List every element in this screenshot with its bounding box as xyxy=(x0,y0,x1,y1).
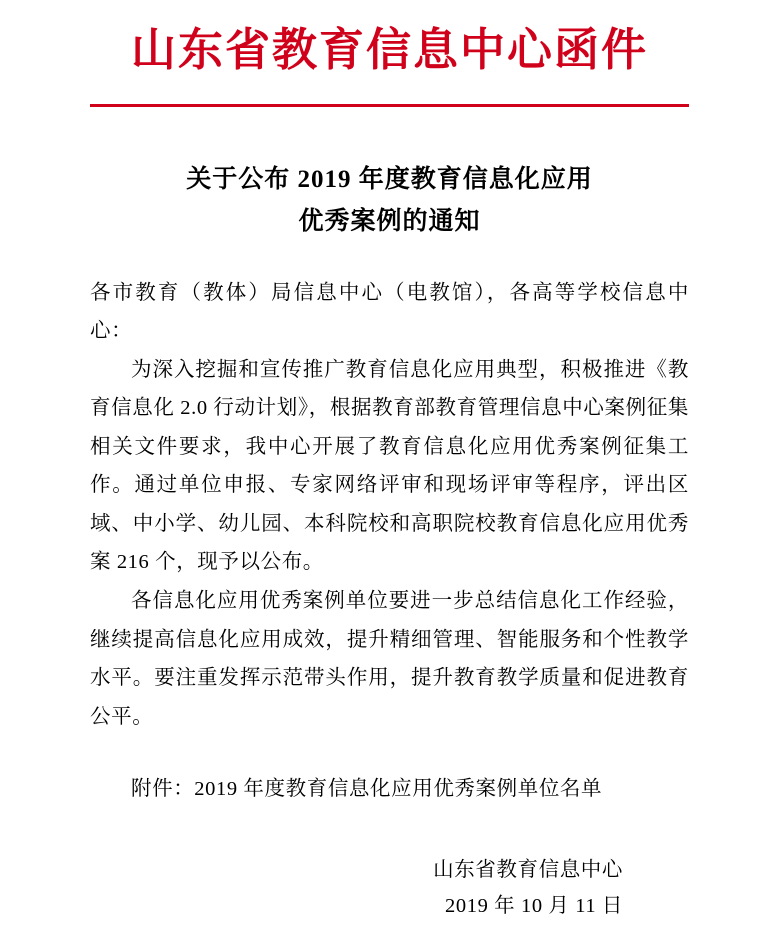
page-title-line-2: 优秀案例的通知 xyxy=(298,207,481,235)
page-title-line-1: 关于公布 2019 年度教育信息化应用 xyxy=(186,166,593,194)
salutation-paragraph: 各市教育（教体）局信息中心（电教馆），各高等学校信息中心： xyxy=(90,281,689,343)
signature-organization: 山东省教育信息中心 xyxy=(433,859,623,882)
page-title xyxy=(90,159,689,242)
signature-date: 2019 年 10 月 11 日 xyxy=(445,894,623,917)
letterhead-title: 山东省教育信息中心函件 xyxy=(130,25,648,75)
body-paragraph-2: 各信息化应用优秀案例单位要进一步总结信息化工作经验，继续提高信息化应用成效，提升精细管理、智能服务和个性教学水平。要注重发挥示范带头作用，提升教育教学质量和促进教育公平。 xyxy=(90,590,689,728)
document-body xyxy=(90,274,689,736)
letterhead-divider xyxy=(90,104,689,107)
body-paragraph-1: 为深入挖掘和宣传推广教育信息化应用典型，积极推进《教育信息化 2.0 行动计划》，根据教育部教育管理信息中心案例征集相关文件要求，我中心开展了教育信息化应用优秀案例征集工作。通过单位申报、专家网络评审和现场评审等程序，评出区域、中小学、幼儿园、本科院校和高职院校教育信息化应用优秀案 216 个，现予以公布。 xyxy=(90,358,689,574)
signature-block xyxy=(90,853,689,925)
attachment-line: 附件：2019 年度教育信息化应用优秀案例单位名单 xyxy=(131,778,603,801)
letterhead xyxy=(90,0,689,107)
